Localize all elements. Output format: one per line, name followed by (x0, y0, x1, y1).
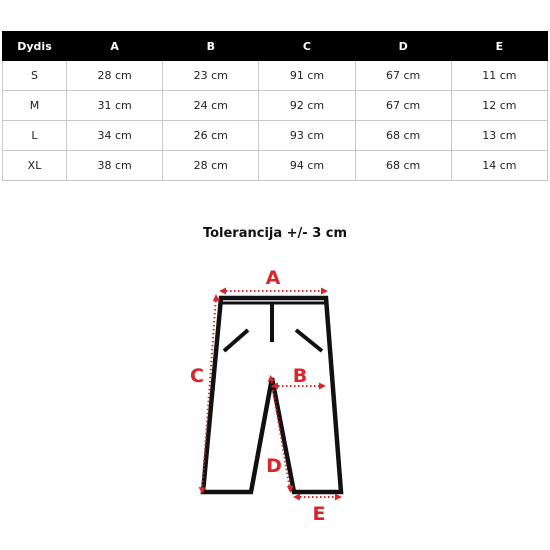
label-d: D (266, 455, 282, 477)
arrow-a-right-icon (321, 288, 328, 295)
table-cell: 24 cm (163, 91, 259, 121)
table-cell: 28 cm (67, 61, 163, 91)
header-cell: Dydis (3, 32, 67, 61)
arrow-c-top-icon (213, 294, 220, 302)
table-cell: 28 cm (163, 151, 259, 181)
left-pocket-line (224, 330, 248, 351)
table-cell: 68 cm (355, 121, 451, 151)
table-cell: 92 cm (259, 91, 355, 121)
table-cell: 31 cm (67, 91, 163, 121)
table-cell: 12 cm (451, 91, 547, 121)
header-cell: B (163, 32, 259, 61)
header-cell: E (451, 32, 547, 61)
table-cell: 13 cm (451, 121, 547, 151)
right-pocket-line (296, 330, 322, 351)
arrow-e-left-icon (293, 494, 300, 501)
header-cell: C (259, 32, 355, 61)
size-cell: XL (3, 151, 67, 181)
label-c: C (190, 365, 204, 387)
size-cell: L (3, 121, 67, 151)
header-cell: A (67, 32, 163, 61)
table-cell: 94 cm (259, 151, 355, 181)
table-cell: 67 cm (355, 91, 451, 121)
header-cell: D (355, 32, 451, 61)
tolerance-note: Tolerancija +/- 3 cm (202, 226, 348, 241)
label-a: A (265, 267, 281, 289)
table-cell: 14 cm (451, 151, 547, 181)
arrow-a-left-icon (219, 288, 226, 295)
arrow-e-right-icon (335, 494, 342, 501)
table-cell: 26 cm (163, 121, 259, 151)
label-e: E (312, 503, 326, 525)
table-cell: 91 cm (259, 61, 355, 91)
table-cell: 38 cm (67, 151, 163, 181)
size-cell: M (3, 91, 67, 121)
table-cell: 67 cm (355, 61, 451, 91)
size-cell: S (3, 61, 67, 91)
table-cell: 93 cm (259, 121, 355, 151)
table-cell: 68 cm (355, 151, 451, 181)
label-b: B (292, 365, 308, 387)
table-cell: 34 cm (67, 121, 163, 151)
arrow-b-right-icon (319, 383, 326, 390)
table-cell: 23 cm (163, 61, 259, 91)
table-cell: 11 cm (451, 61, 547, 91)
